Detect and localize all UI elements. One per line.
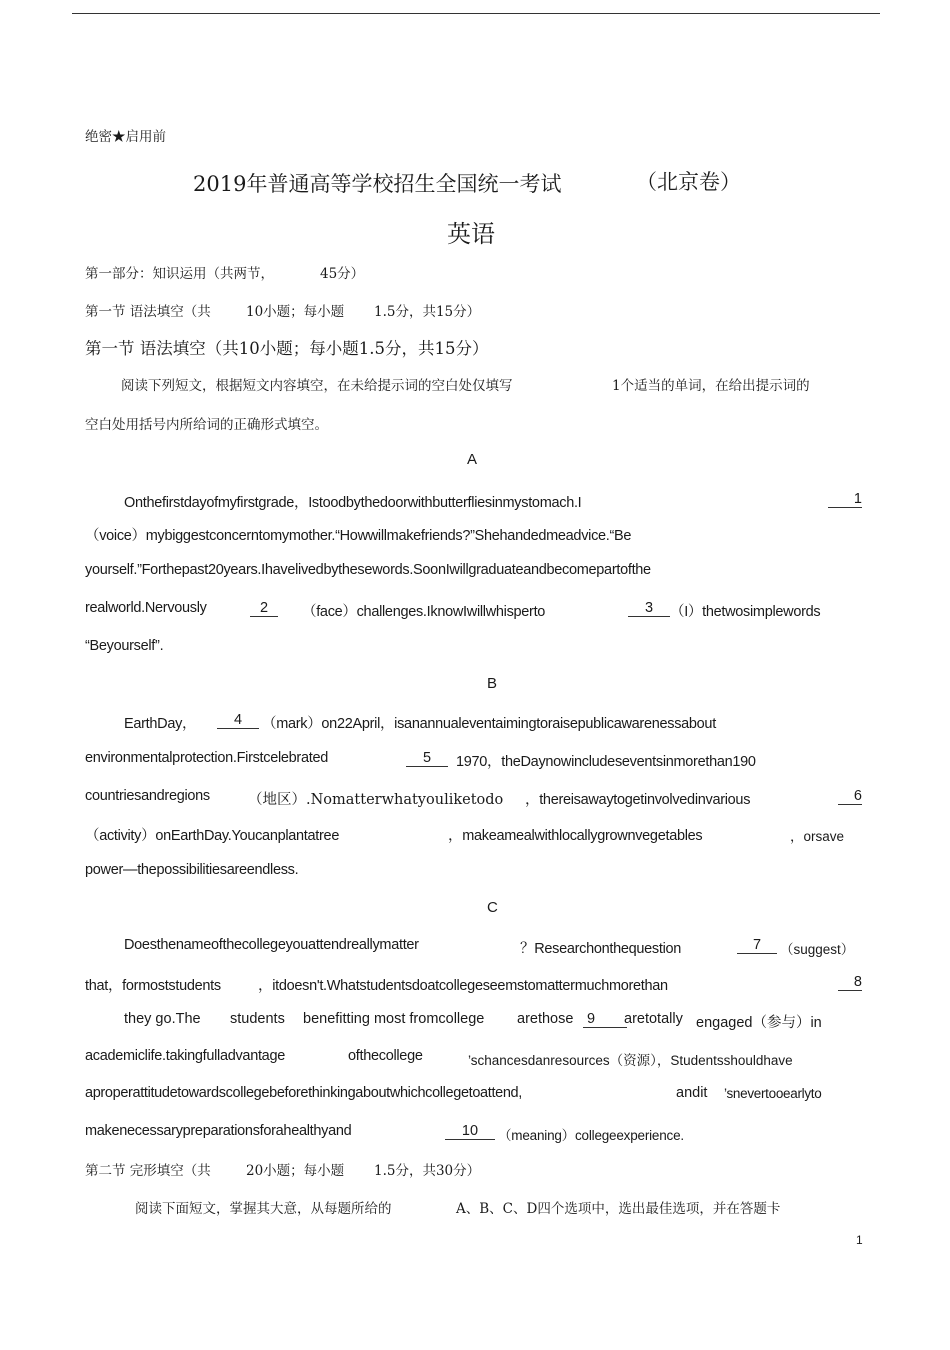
passage-c-letter: C [487,899,498,916]
passage-a-line3: yourself.”Forthepast20years.Ihavelivedbythesewords.SoonIwillgraduateandbecomepartofthe [85,562,651,578]
passage-c-line5c: ’snevertooearlyto [724,1086,822,1101]
passage-c-line1a: Doesthenameofthecollegeyouattendreallymatter [124,937,419,953]
sec2-instructions-b: A、B、C、D四个选项中，选出最佳选项，并在答题卡 [456,1201,781,1217]
blank-4[interactable]: 4 [217,713,259,729]
instructions-c: 空白处用括号内所给词的正确形式填空。 [85,417,328,433]
blank-2[interactable]: 2 [250,601,278,617]
blank-10[interactable]: 10 [445,1124,495,1140]
passage-b-line2b: 1970，theDaynowincludeseventsinmorethan190 [456,754,756,770]
top-rule [72,13,880,14]
passage-b-line1b: （mark）on22April，isanannualeventaimingtoraisepublicawarenessabout [262,716,716,732]
passage-b-line4b: ，makeamealwithlocallygrownvegetables [448,828,703,844]
sec2-heading-c: 1.5分，共30分） [374,1163,481,1179]
classification-label: 绝密★启用前 [85,129,166,145]
passage-a-line4a: realworld.Nervously [85,600,207,616]
passage-c-line3f: engaged（参与）in [696,1015,822,1031]
passage-b-line4a: （activity）onEarthDay.Youcanplantatree [85,828,340,844]
blank-5[interactable]: 5 [406,751,448,767]
passage-c-line3d: arethose [517,1011,574,1027]
passage-c-line1c: （suggest） [780,942,855,957]
blank-8[interactable]: 8 [838,975,862,991]
passage-b-line5: power—thepossibilitiesareendless. [85,862,299,878]
page-number: 1 [856,1233,863,1247]
sec2-heading-a: 第二节 完形填空（共 [85,1163,211,1179]
blank-1[interactable]: 1 [828,492,862,508]
exam-title: 2019年普通高等学校招生全国统一考试 [193,172,562,196]
blank-3[interactable]: 3 [628,601,670,617]
sec2-instructions-a: 阅读下面短文，掌握其大意，从每题所给的 [135,1201,392,1217]
passage-c-line3e: aretotally [624,1011,683,1027]
blank-9[interactable]: 9 [583,1012,627,1028]
blank-6[interactable]: 6 [838,789,862,805]
passage-c-line2b: ，itdoesn't.Whatstudentsdoatcollegeseemstomattermuchmorethan [258,978,668,994]
sec1-small-b: 10小题；每小题 [246,304,345,320]
instructions-a: 阅读下列短文，根据短文内容填空，在未给提示词的空白处仅填写 [121,378,513,394]
sec2-heading-b: 20小题；每小题 [246,1163,345,1179]
passage-c-line2a: that，formoststudents [85,978,221,994]
passage-b-line4c: ，orsave [790,829,845,844]
sec1-heading-large: 第一节 语法填空（共10小题；每小题1.5分，共15分） [85,339,489,358]
passage-c-line3a: they go.The [124,1011,201,1027]
passage-a-line1: Onthefirstdayofmyfirstgrade，Istoodbythedoorwithbutterfliesinmystomach.I [124,495,582,511]
passage-c-line4c: ’schancesdanresources（资源），Studentsshouldhave [468,1053,793,1068]
passage-b-letter: B [487,675,498,692]
passage-c-line3c: benefitting most fromcollege [303,1011,485,1027]
blank-7[interactable]: 7 [737,938,777,954]
passage-c-line3b: students [230,1011,285,1027]
passage-a-line5: “Beyourself”. [85,638,164,654]
passage-b-line3a: countriesandregions [85,788,210,804]
passage-c-line6b: （meaning）collegeexperience. [498,1128,684,1143]
passage-a-letter: A [467,451,478,468]
subject-title: 英语 [447,220,495,248]
passage-b-line3b: （地区）.Nomatterwhatyouliketodo [248,792,504,808]
sec1-small-c: 1.5分，共15分） [374,304,481,320]
passage-b-line2a: environmentalprotection.Firstcelebrated [85,750,328,766]
passage-c-line4a: academiclife.takingfulladvantage [85,1048,285,1064]
passage-c-line5b: andit [676,1085,708,1101]
passage-c-line4b: ofthecollege [348,1048,423,1064]
passage-a-line4b: （face）challenges.IknowIwillwhisperto [302,604,546,620]
passage-b-line3c: ，thereisawaytogetinvolvedinvarious [525,792,751,808]
passage-a-line4c: （I）thetwosimplewords [670,604,821,620]
passage-c-line5a: aproperattitudetowardscollegebeforethinkingaboutwhichcollegetoattend, [85,1085,522,1101]
passage-a-line2: （voice）mybiggestconcerntomymother.“Howwillmakefriends?”Shehandedmeadvice.“Be [85,528,632,544]
passage-c-line6a: makenecessarypreparationsforahealthyand [85,1123,352,1139]
exam-region: （北京卷） [636,170,741,194]
passage-b-line1a: EarthDay， [124,716,197,732]
sec1-small-a: 第一节 语法填空（共 [85,304,211,320]
part1-heading-b: 45分） [320,266,365,282]
passage-c-line1b: ？Researchonthequestion [520,941,682,957]
part1-heading-a: 第一部分：知识运用（共两节， [85,266,274,282]
instructions-b: 1个适当的单词，在给出提示词的 [612,378,810,394]
